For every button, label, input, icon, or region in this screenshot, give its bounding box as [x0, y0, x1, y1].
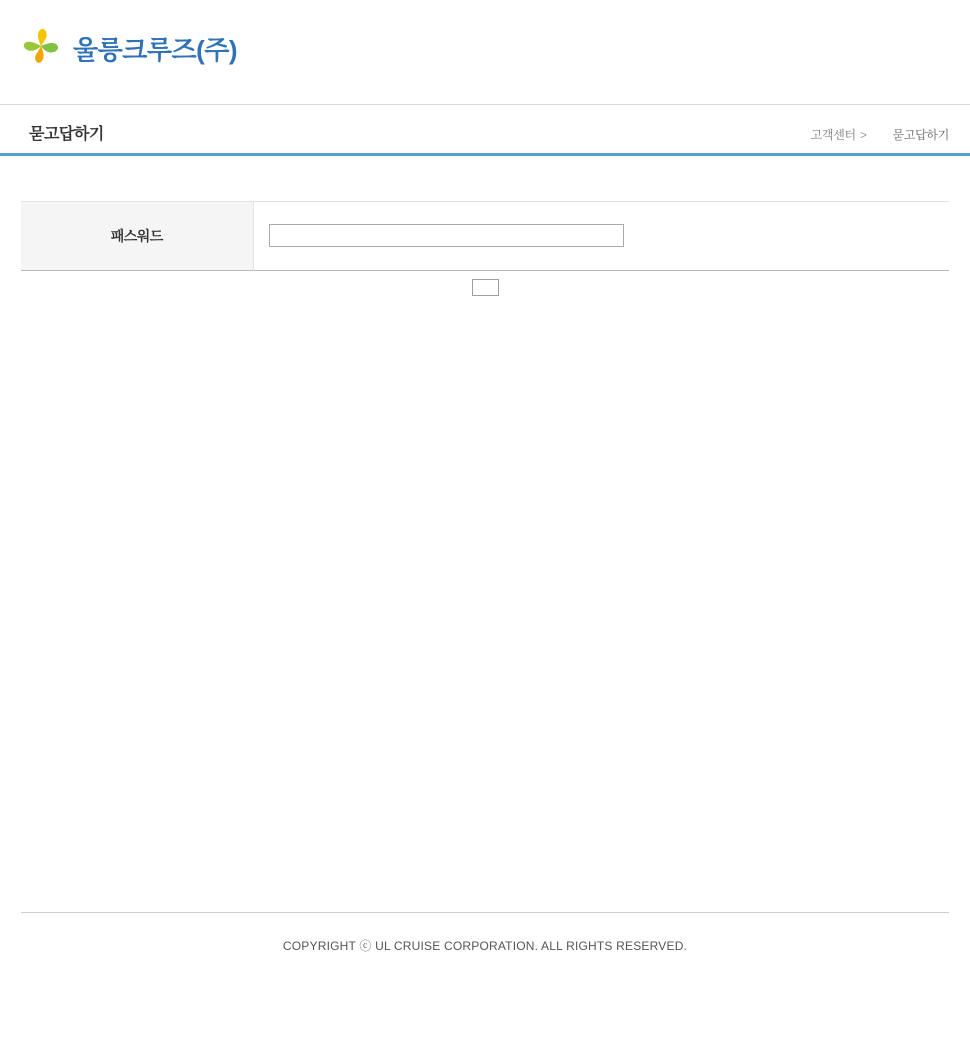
password-form-table	[21, 202, 949, 271]
logo-suffix: (주)	[196, 34, 238, 65]
table-row	[21, 202, 949, 270]
site-logo-text	[73, 30, 237, 67]
site-logo-link[interactable]	[21, 27, 237, 69]
pinwheel-flower-logo-icon	[21, 27, 63, 69]
page-title: 묻고답하기	[29, 126, 104, 143]
breadcrumb-separator-icon: >	[859, 127, 867, 142]
password-label: 패스워드	[21, 202, 253, 270]
logo-name: 울릉크루즈	[73, 34, 197, 65]
password-input[interactable]	[269, 224, 624, 247]
breadcrumb-parent[interactable]: 고객센터	[810, 128, 856, 142]
site-footer	[21, 912, 949, 954]
submit-button[interactable]	[472, 279, 499, 296]
main-content	[0, 156, 970, 916]
site-header	[0, 0, 970, 104]
form-top-divider	[21, 156, 949, 202]
page-titlebar	[0, 104, 970, 156]
breadcrumb	[811, 126, 949, 143]
breadcrumb-current: 묻고답하기	[892, 128, 949, 142]
password-field-cell	[253, 202, 949, 270]
copyright-text: COPYRIGHT ⓒ UL CRUISE CORPORATION. ALL RIGHTS RESERVED.	[282, 939, 688, 953]
form-actions	[0, 279, 970, 300]
